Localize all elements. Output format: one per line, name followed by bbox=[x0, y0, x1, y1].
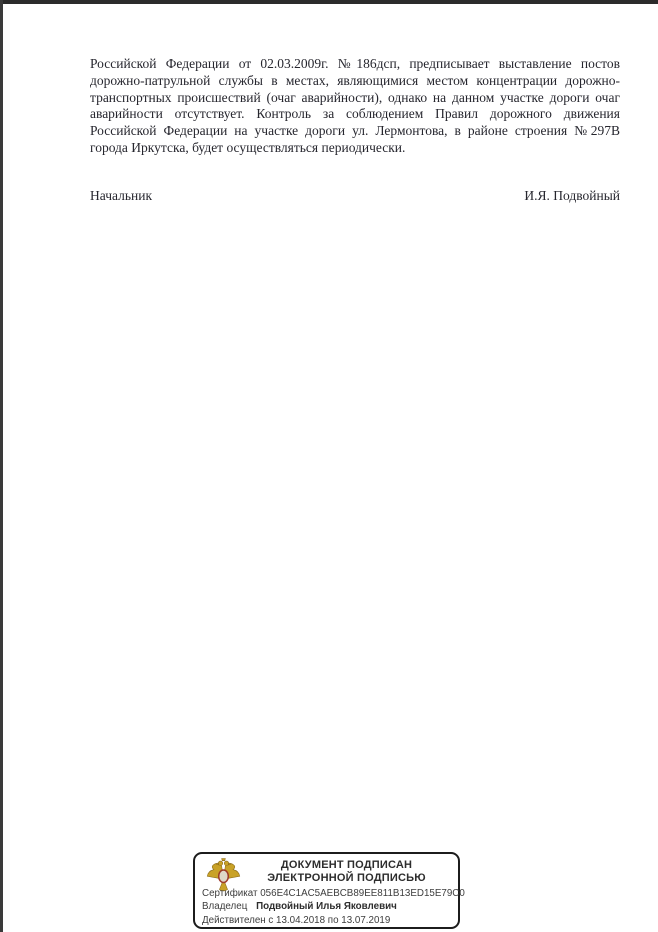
document-paragraph: Российской Федерации от 02.03.2009г. №186дсп, предписывает выставление постов дорожно-патрульной службы в местах, являющимися местом концентрации дорожно-транспортных происшествий (очаг аварийности), однако на данном участке дороги очаг аварийности отсутствует. Контроль за соблюдением Правил дорожного движения Российской Федерации на участке дороги ул. Лермонтова, в районе строения №297В города Иркутска, будет осуществляться периодически. bbox=[90, 56, 620, 155]
stamp-details bbox=[202, 887, 465, 928]
certificate-label: Сертификат bbox=[202, 887, 258, 899]
stamp-title-line2: ЭЛЕКТРОННОЙ ПОДПИСЬЮ bbox=[267, 872, 426, 884]
stamp-title-line1: ДОКУМЕНТ ПОДПИСАН bbox=[280, 859, 413, 871]
document-body bbox=[90, 56, 620, 205]
owner-line bbox=[202, 900, 453, 914]
page-edge-left bbox=[0, 0, 3, 932]
signer-name: И.Я. Подвойный bbox=[524, 187, 620, 203]
certificate-line bbox=[202, 887, 465, 901]
signer-title: Начальник bbox=[90, 187, 153, 203]
signature-row bbox=[90, 188, 620, 205]
owner-label: Владелец bbox=[202, 901, 248, 913]
validity-line: Действителен с 13.04.2018 по 13.07.2019 bbox=[202, 914, 391, 926]
stamp-title bbox=[243, 859, 450, 885]
digital-signature-stamp bbox=[193, 852, 465, 929]
certificate-value: 056E4C1AC5AEBCB89EE811B13ED15E79C0 bbox=[260, 887, 465, 899]
owner-name: Подвойный Илья Яковлевич bbox=[256, 901, 397, 913]
page-edge-top bbox=[0, 0, 658, 4]
